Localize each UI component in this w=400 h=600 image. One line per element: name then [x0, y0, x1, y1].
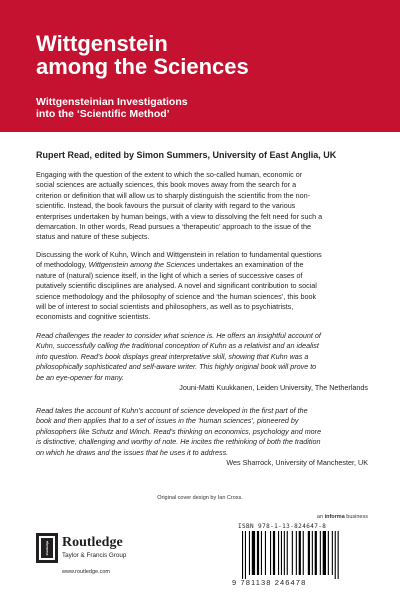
- barcode-bar: [338, 531, 339, 579]
- review-quote-2: [36, 406, 368, 468]
- barcode-bar: [249, 531, 250, 575]
- text-run: of methodology,: [36, 260, 89, 270]
- text-line: be an eye-opener for many.: [36, 372, 124, 382]
- barcode-bar: [312, 531, 313, 575]
- barcode-bar: [265, 531, 266, 575]
- barcode-bar: [257, 531, 259, 575]
- logo-spine-label: Routledge: [45, 540, 49, 556]
- barcode-bar: [245, 531, 246, 579]
- text-line: enterprises undertaken by human beings, with a view to dissolving the felt need for such a: [36, 211, 323, 221]
- text-line: Read challenges the reader to consider what science is. He offers an insightful account of: [36, 331, 321, 340]
- isbn-text: ISBN 978-1-13-824647-8: [238, 523, 327, 530]
- text-line: status and nature of these subjects.: [36, 232, 150, 242]
- barcode-bar: [299, 531, 301, 575]
- text-line: into question. Read’s book displays great interpretative skill, showing that Kuhn was a: [36, 351, 309, 361]
- book-title-line1: Wittgenstein: [36, 31, 168, 56]
- barcode-bar: [296, 531, 297, 575]
- text-line: nature of (natural) science itself, in the light of which a series of successive cases of: [36, 270, 303, 280]
- barcode-bar: [303, 531, 304, 575]
- description-paragraph-2: [36, 250, 368, 323]
- text-line: Kuhn, successfully calling the traditional conception of Kuhn as a relativist and an idealist: [36, 341, 319, 351]
- text-line: economists and cognitive scientists.: [36, 312, 151, 322]
- barcode-bar: [308, 531, 310, 575]
- barcode-bar: [332, 531, 333, 575]
- barcode-bar: [292, 531, 293, 575]
- book-subtitle: [36, 96, 188, 120]
- barcode-number: 9 781138 246478: [232, 578, 307, 587]
- informa-brand: informa: [324, 514, 345, 520]
- text-line: Discussing the work of Kuhn, Winch and Wittgenstein in relation to fundamental questions: [36, 250, 322, 259]
- barcode-icon: [240, 531, 368, 581]
- description-paragraph-1: [36, 170, 368, 243]
- cover-design-credit: Original cover design by Ian Cross.: [157, 495, 243, 501]
- routledge-r-logo-icon: [36, 533, 58, 563]
- text-line: on which he draws and the issues that he uses it to address.: [36, 447, 229, 457]
- barcode-bar: [273, 531, 275, 575]
- text-line: scientific. Instead, the book favours the pursuit of clarity with regard to the various: [36, 201, 296, 211]
- review-attribution-1: Jouni-Matti Kuukkanen, Leiden University, The Netherlands: [179, 383, 368, 393]
- text-line: social sciences are actually sciences, this book moves away from the search for a: [36, 180, 297, 190]
- text-line: philosophers like Schutz and Winch. Read’s thinking on economics, psychology and more: [36, 426, 322, 436]
- barcode-bar: [242, 531, 243, 579]
- barcode-bar: [281, 531, 282, 575]
- informa-prefix: an: [316, 514, 325, 520]
- barcode-bar: [270, 531, 271, 575]
- text-line: philosophically sophisticated and self-aware writer. This highly original book will prove to: [36, 362, 317, 372]
- text-line: science methodology and the philosophy of science and ‘the human sciences’, this book: [36, 291, 317, 301]
- text-line: book and then applies that to a set of issues in the ‘human sciences’, pioneered by: [36, 416, 299, 426]
- review-quote-1: [36, 331, 368, 393]
- text-run: undertakes an examination of the: [195, 260, 304, 270]
- text-line: [36, 260, 368, 270]
- barcode-bar: [252, 531, 255, 575]
- barcode-bar: [335, 531, 336, 579]
- review-attribution-2: Wes Sharrock, University of Manchester, UK: [226, 458, 368, 468]
- text-line: Read takes the account of Kuhn’s account of science developed in the first part of the: [36, 406, 308, 415]
- informa-suffix: business: [344, 514, 368, 520]
- title-banner: [0, 0, 400, 132]
- barcode-bar: [287, 531, 288, 575]
- book-subtitle-line2: into the ‘Scientific Method’: [36, 108, 170, 120]
- text-line: criterion or definition that will allow us to sharply distinguish the scientific from the non-: [36, 190, 311, 200]
- author-line: Rupert Read, edited by Simon Summers, University of East Anglia, UK: [36, 150, 337, 160]
- publisher-website[interactable]: www.routledge.com: [62, 569, 110, 575]
- book-subtitle-line1: Wittgensteinian Investigations: [36, 96, 188, 108]
- text-line: Engaging with the question of the extent to which the so-called human, economic or: [36, 170, 303, 179]
- barcode-bar: [315, 531, 317, 575]
- publisher-group: Taylor & Francis Group: [62, 552, 127, 559]
- barcode-bar: [320, 531, 321, 575]
- text-line: demarcation. In other words, Read pursues a ‘therapeutic’ approach to the issue of the: [36, 222, 312, 232]
- barcode-bar: [261, 531, 262, 575]
- publisher-name: Routledge: [62, 535, 123, 550]
- text-line: putatively scientific disciplines are analysed. A novel and significant contribution to social: [36, 281, 317, 291]
- book-title-italic: Wittgenstein among the Sciences: [88, 260, 196, 270]
- informa-business-note: [317, 514, 368, 520]
- barcode-bar: [278, 531, 279, 575]
- barcode-bar: [323, 531, 326, 575]
- barcode-bar: [328, 531, 329, 575]
- book-title-line2: among the Sciences: [36, 54, 249, 79]
- barcode-bar: [284, 531, 285, 575]
- book-title: [36, 32, 249, 78]
- text-line: will be of interest to social scientists and philosophers, as well as to psychiatrists,: [36, 302, 294, 312]
- text-line: is distinctive, challenging and worthy of note. He incites the rethinking of both the tradition: [36, 437, 321, 447]
